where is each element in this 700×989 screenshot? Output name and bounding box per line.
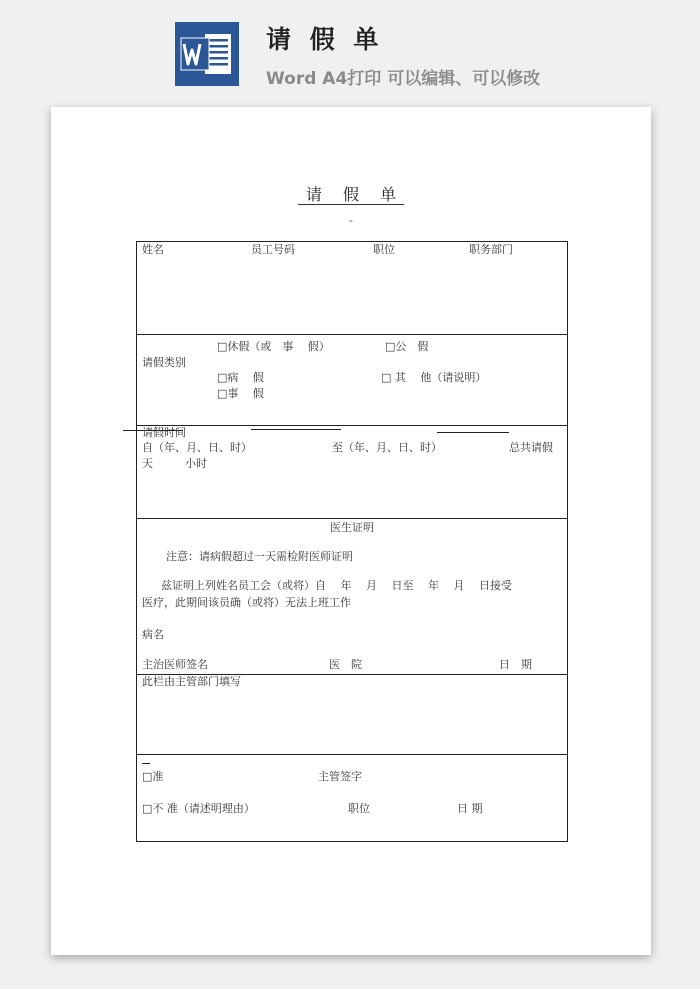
- department-label: 职务部门: [469, 243, 513, 256]
- checkbox-reject[interactable]: □不 准（请述明理由）: [142, 802, 255, 815]
- document-dash: -: [349, 214, 353, 227]
- dept-fill-label: 此栏由主管部门填写: [142, 675, 241, 688]
- row-divider: [137, 754, 567, 755]
- cert-statement-line1: 兹证明上列姓名员工会（或将）自 年 月 日至 年 月 日接受: [161, 579, 512, 592]
- leave-time-label: 请假时间: [142, 426, 186, 439]
- header-subtitle: Word A4打印 可以编辑、可以修改: [266, 69, 541, 89]
- checkbox-approve[interactable]: □准: [142, 770, 164, 783]
- document-title: 请 假 单: [51, 182, 651, 205]
- doctor-cert-heading: 医生证明: [330, 521, 374, 534]
- employee-no-label: 员工号码: [251, 243, 295, 256]
- leave-form: [136, 241, 568, 842]
- supervisor-sign-label: 主管签字: [318, 770, 362, 783]
- row-divider: [137, 425, 567, 426]
- name-label: 姓名: [142, 243, 164, 256]
- date-label: 日 期: [499, 658, 532, 671]
- hours-label: 小时: [185, 457, 207, 470]
- header: [0, 0, 700, 100]
- doctor-sign-label: 主治医师签名: [142, 658, 208, 671]
- checkbox-sick-leave[interactable]: □病 假: [217, 371, 264, 384]
- hospital-label: 医 院: [329, 658, 362, 671]
- checkbox-other-leave[interactable]: □ 其 他（请说明）: [381, 371, 487, 384]
- position-label: 职位: [373, 243, 395, 256]
- total-label: 总共请假: [509, 441, 553, 454]
- row-divider: [137, 334, 567, 335]
- row-divider: [137, 518, 567, 519]
- approval-position-label: 职位: [348, 802, 370, 815]
- disease-label: 病名: [142, 628, 164, 641]
- approval-date-label: 日 期: [457, 802, 483, 815]
- document-page: [51, 107, 651, 955]
- word-icon: [175, 22, 239, 86]
- days-label: 天: [142, 457, 153, 470]
- to-label: 至（年、月、日、时）: [332, 441, 442, 454]
- doctor-cert-note: 注意：请病假超过一天需检附医师证明: [166, 550, 353, 563]
- from-label: 自（年、月、日、时）: [142, 441, 252, 454]
- checkbox-public-leave[interactable]: □公 假: [385, 340, 429, 353]
- checkbox-vacation[interactable]: □休假（或 事 假）: [217, 340, 330, 353]
- header-title: 请 假 单: [266, 25, 384, 54]
- cert-statement-line2: 医疗，此期间该员确（或将）无法上班工作: [142, 596, 351, 609]
- checkbox-personal-leave[interactable]: □事 假: [217, 387, 264, 400]
- leave-type-label: 请假类别: [142, 356, 186, 369]
